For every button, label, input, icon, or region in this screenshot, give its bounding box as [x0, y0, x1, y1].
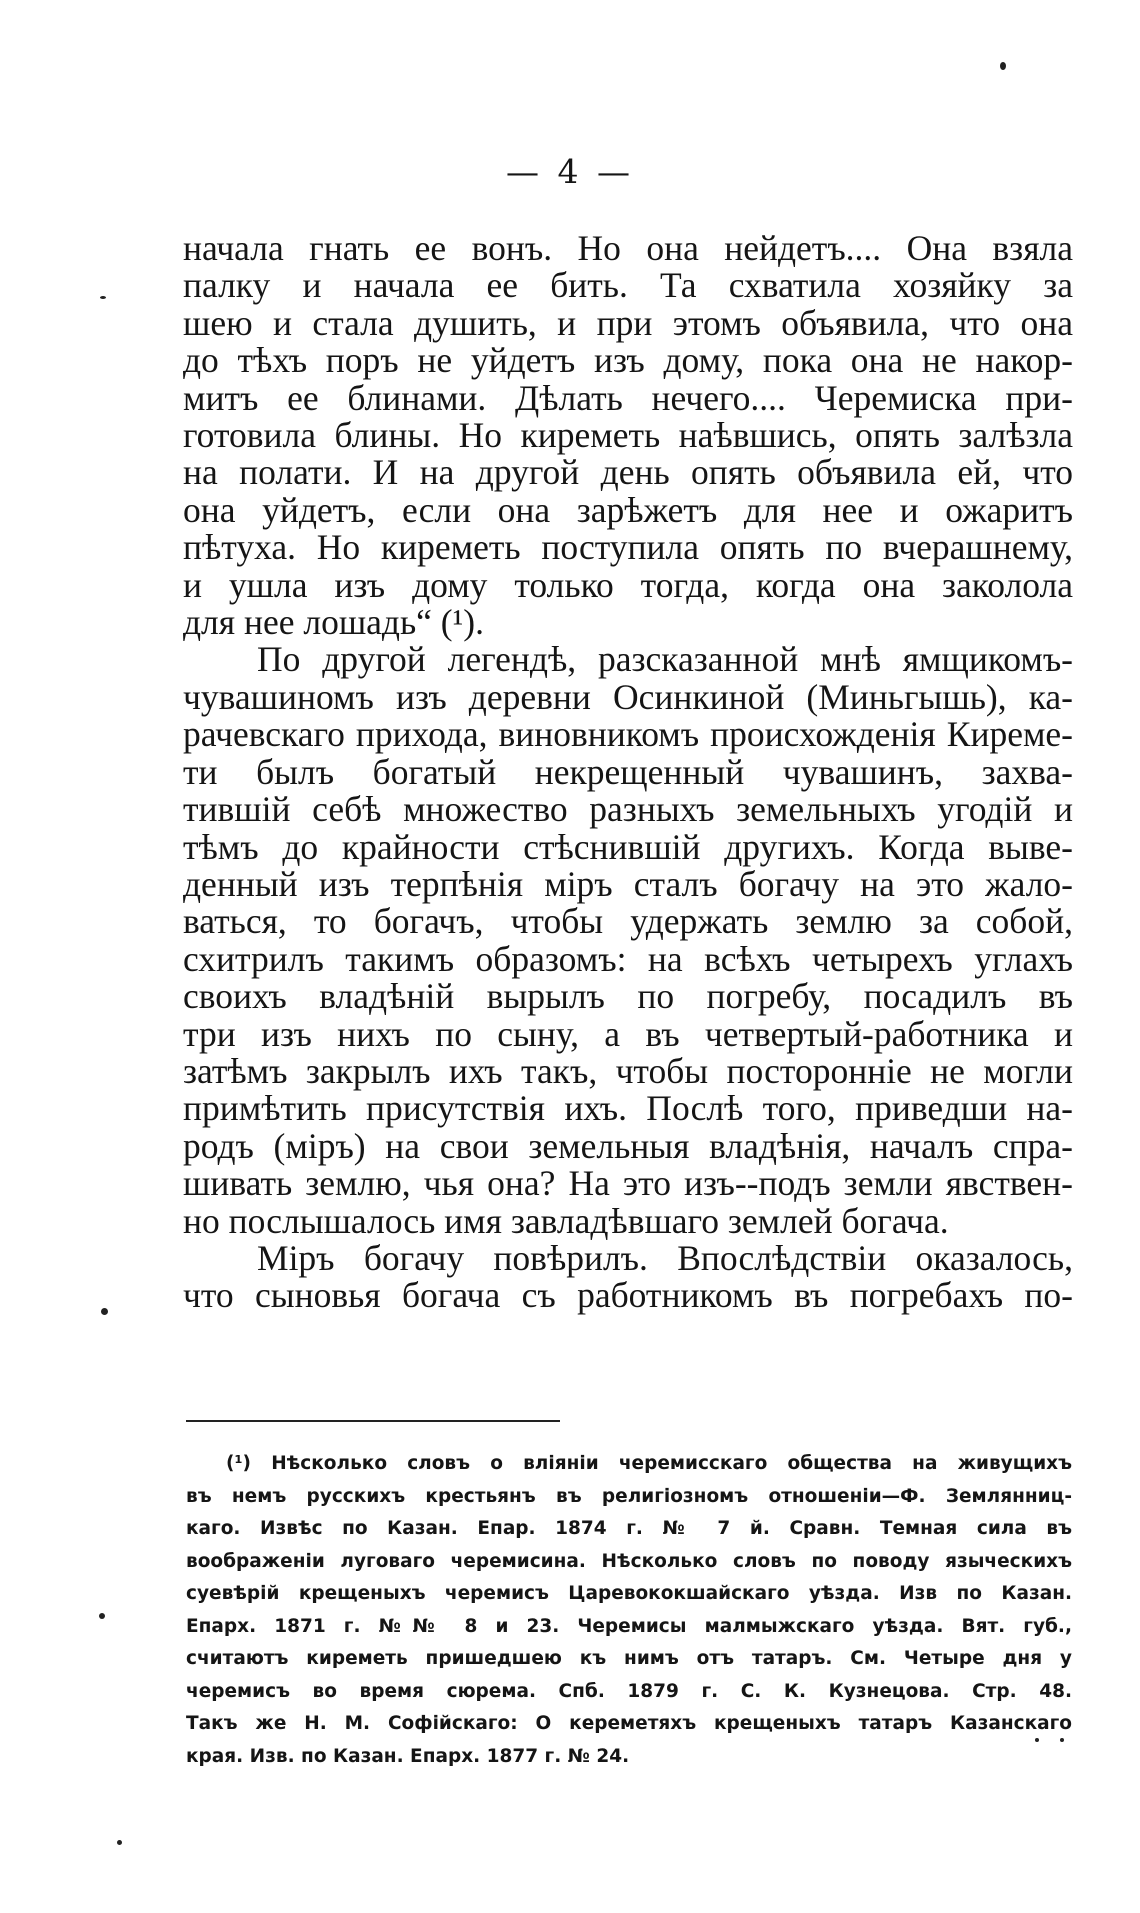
- main-text: [183, 230, 1073, 1315]
- text-line: шивать землю, чья она? На это изъ--подъ земли явствен-: [183, 1163, 1073, 1204]
- text-line: затѣмъ закрылъ ихъ такъ, чтобы посторонніе не могли: [183, 1050, 1073, 1091]
- scan-speck: [1000, 62, 1006, 70]
- scan-speck: [117, 1840, 122, 1845]
- text-line: начала гнать ее вонъ. Но она нейдетъ.... Она взяла: [183, 228, 1073, 268]
- text-line: и ушла изъ дому только тогда, когда она заколола: [183, 564, 1073, 605]
- footnote-line: Епарх. 1871 г. №№ 8 и 23. Черемисы малмыжскаго уѣзда. Вят. губ.,: [186, 1615, 1072, 1637]
- text-line: для нее лошадь“ (¹).: [183, 602, 484, 643]
- text-line: схитрилъ такимъ образомъ: на всѣхъ четырехъ углахъ: [183, 938, 1073, 979]
- text-line: По другой легендѣ, разсказанной мнѣ ямщикомъ-: [257, 639, 1073, 680]
- text-line: что сыновья богача съ работникомъ въ погребахъ по-: [183, 1275, 1073, 1316]
- text-line: ти былъ богатый некрещенный чувашинъ, захва-: [183, 751, 1073, 792]
- text-line: она уйдетъ, если она зарѣжетъ для нее и ожаритъ: [183, 489, 1073, 530]
- footnote-line: воображеніи луговаго черемисина. Нѣсколько словъ по поводу языческихъ: [186, 1550, 1072, 1572]
- scan-speck: [1060, 1738, 1064, 1742]
- footnote-line: Такъ же Н. М. Софійскаго: О кереметяхъ крещеныхъ татаръ Казанскаго: [186, 1713, 1072, 1734]
- page-number: — 4 —: [506, 152, 634, 191]
- text-line: Міръ богачу повѣрилъ. Впослѣдствіи оказалось,: [257, 1237, 1073, 1278]
- footnote-line: (¹) Нѣсколько словъ о вліяніи черемисскаго общества на живущихъ: [226, 1453, 1072, 1474]
- text-line: но послышалось имя завладѣвшаго землей богача.: [183, 1200, 949, 1241]
- footnote-line: края. Изв. по Казан. Епарх. 1877 г. № 24.: [186, 1745, 630, 1767]
- scan-speck: [100, 296, 106, 299]
- text-line: тившій себѣ множество разныхъ земельныхъ угодій и: [183, 789, 1073, 830]
- footnote: [186, 1448, 1072, 1773]
- scan-speck: [101, 1308, 108, 1315]
- text-line: пѣтуха. Но киреметь поступила опять по вчерашнему,: [183, 527, 1073, 568]
- text-line: на полати. И на другой день опять объявила ей, что: [183, 452, 1073, 493]
- footnote-line: считаютъ киреметь пришедшею къ нимъ отъ татаръ. См. Четыре дня у: [186, 1648, 1072, 1669]
- text-line: ваться, то богачъ, чтобы удержать землю за собой,: [183, 901, 1073, 942]
- scan-speck: [1035, 1738, 1039, 1742]
- text-line: чувашиномъ изъ деревни Осинкиной (Миньгышь), ка-: [183, 676, 1073, 717]
- text-line: тѣмъ до крайности стѣснившій другихъ. Когда выве-: [183, 826, 1073, 867]
- scan-speck: [99, 1613, 105, 1619]
- footnote-line: черемисъ во время сюрема. Спб. 1879 г. С. К. Кузнецова. Стр. 48.: [186, 1680, 1072, 1702]
- text-line: митъ ее блинами. Дѣлать нечего.... Черемиска при-: [183, 377, 1073, 418]
- footnote-line: въ немъ русскихъ крестьянъ въ религіозномъ отношеніи—Ф. Землянниц-: [186, 1485, 1072, 1507]
- text-line: своихъ владѣній вырылъ по погребу, посадилъ въ: [183, 976, 1073, 1017]
- footnote-line: суевѣрій крещеныхъ черемисъ Царевококшайскаго уѣзда. Изв по Казан.: [186, 1583, 1072, 1604]
- text-line: примѣтить присутствія ихъ. Послѣ того, приведши на-: [183, 1088, 1073, 1129]
- footnote-line: каго. Извѣс по Казан. Епар. 1874 г. № 7 й. Сравн. Темная сила въ: [186, 1518, 1072, 1539]
- text-line: денный изъ терпѣнія міръ сталъ богачу на это жало-: [183, 863, 1073, 904]
- text-line: шею и стала душить, и при этомъ объявила, что она: [183, 302, 1073, 343]
- text-line: рачевскаго прихода, виновникомъ происхожденія Киреме-: [183, 714, 1073, 755]
- text-line: готовила блины. Но киреметь наѣвшись, опять залѣзла: [183, 415, 1073, 456]
- footnote-divider: [186, 1420, 560, 1422]
- text-line: палку и начала ее бить. Та схватила хозяйку за: [183, 265, 1073, 306]
- text-line: родъ (міръ) на свои земельныя владѣнія, началъ спра-: [183, 1125, 1073, 1166]
- text-line: три изъ нихъ по сыну, а въ четвертый-работника и: [183, 1013, 1073, 1054]
- text-line: до тѣхъ поръ не уйдетъ изъ дому, пока она не накор-: [183, 340, 1073, 381]
